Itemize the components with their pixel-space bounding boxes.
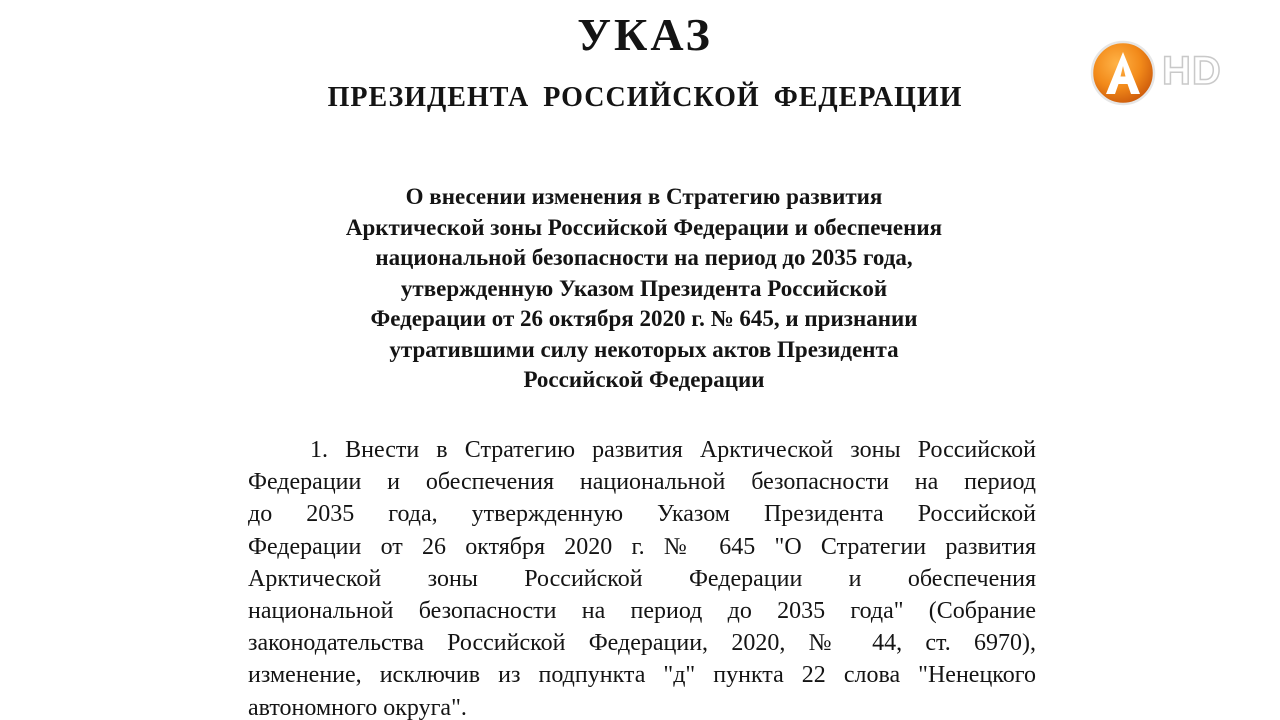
body-line: изменение, исключив из подпункта "д" пункта 22 слова "Ненецкого xyxy=(248,662,1036,689)
heading-line: Арктической зоны Российской Федерации и обеспечения xyxy=(345,214,943,240)
channel-logo-a-icon xyxy=(1090,40,1156,106)
body-line: 1. Внести в Стратегию развития Арктической зоны Российской xyxy=(310,437,1036,463)
channel-logo xyxy=(1090,40,1250,106)
heading-line: Российской Федерации xyxy=(523,367,765,392)
heading-line: утратившими силу некоторых актов Президента xyxy=(389,336,899,362)
channel-logo-hd-label: HD xyxy=(1162,49,1222,93)
body-line: национальной безопасности на период до 2035 года" (Собрание xyxy=(248,597,1036,624)
body-line: до 2035 года, утвержденную Указом Президента Российской xyxy=(248,501,1036,528)
document-title: УКАЗ xyxy=(577,9,713,60)
body-line: Федерации от 26 октября 2020 г. № 645 "О Стратегии развития xyxy=(248,533,1036,560)
decree-body-paragraph xyxy=(248,434,1036,720)
heading-line: национальной безопасности на период до 2035 года, xyxy=(375,245,913,270)
decree-heading xyxy=(244,182,1044,396)
body-line: Арктической зоны Российской Федерации и обеспечения xyxy=(248,565,1036,592)
heading-line: Федерации от 26 октября 2020 г. № 645, и признании xyxy=(370,306,918,331)
heading-line: О внесении изменения в Стратегию развития xyxy=(405,184,883,209)
body-line: автономного округа". xyxy=(248,694,467,720)
document-subtitle: ПРЕЗИДЕНТА РОССИЙСКОЙ ФЕДЕРАЦИИ xyxy=(327,82,963,113)
body-line: Федерации и обеспечения национальной безопасности на период xyxy=(248,469,1036,496)
heading-line: утвержденную Указом Президента Российской xyxy=(400,275,888,301)
body-line: законодательства Российской Федерации, 2020, № 44, ст. 6970), xyxy=(248,630,1036,657)
